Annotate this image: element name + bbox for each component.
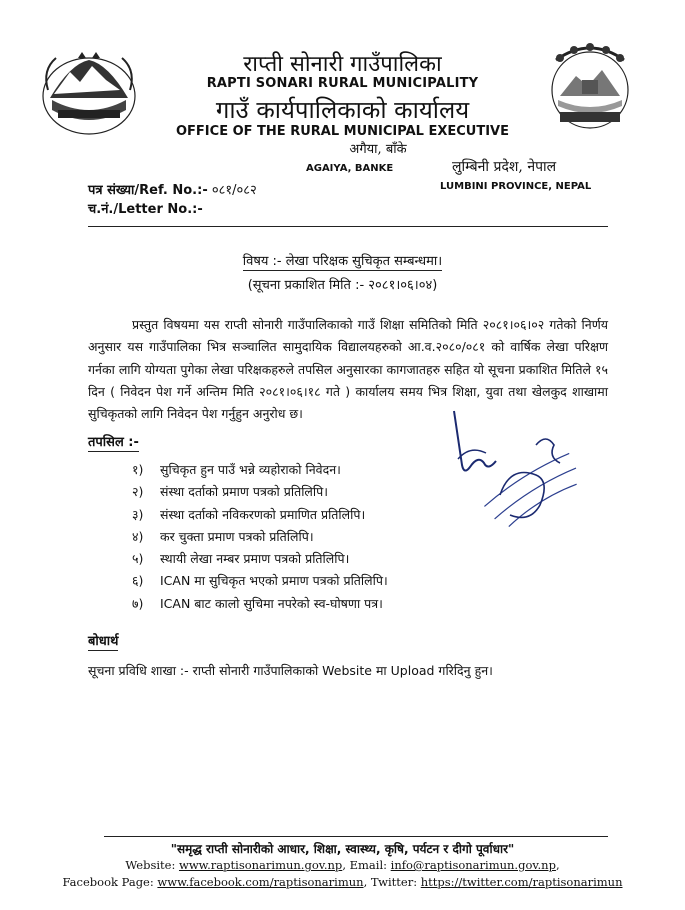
website-link[interactable]: www.raptisonarimun.gov.np [178, 858, 343, 872]
footer-slogan: "समृद्ध राप्ती सोनारीको आधार, शिक्षा, स्वास्थ्य, कृषि, पर्यटन र दीगो पूर्वाधार" [170, 842, 515, 856]
twitter-label: , Twitter: [363, 875, 418, 889]
municipality-name-nepali: राप्ती सोनारी गाउँपालिका [243, 52, 442, 77]
province-nepali: लुम्बिनी प्रदेश, नेपाल [452, 159, 557, 175]
municipality-name-english: RAPTI SONARI RURAL MUNICIPALITY [206, 76, 479, 91]
place-english: AGAIYA, BANKE [306, 163, 394, 174]
list-item: २) संस्था दर्ताको प्रमाण पत्रको प्रतिलिपि। [132, 484, 328, 500]
details-heading: तपसिल :- [88, 432, 139, 452]
email-link[interactable]: info@raptisonarimun.gov.np [390, 858, 556, 872]
footer-divider [104, 836, 608, 837]
place-nepali: अगैया, बाँके [349, 142, 407, 157]
email-label: , Email: [342, 858, 388, 872]
notice-line: सूचना प्रविधि शाखा :- राप्ती सोनारी गाउँपालिकाको Website मा Upload गरिदिनु हुन। [88, 663, 493, 678]
published-date: (सूचना प्रकाशित मिति :- २०८१।०६।०४) [247, 278, 438, 293]
website-label: Website: [125, 858, 176, 872]
subject-text: विषय :- लेखा परिक्षक सुचिकृत सम्बन्धमा। [242, 254, 443, 269]
list-item: ५) स्थायी लेखा नम्बर प्रमाण पत्रको प्रतिलिपि। [132, 551, 350, 567]
facebook-label: Facebook Page: [62, 875, 154, 889]
province-english: LUMBINI PROVINCE, NEPAL [440, 181, 592, 192]
email-end: , [555, 858, 560, 872]
header-divider [88, 226, 608, 227]
facebook-link[interactable]: www.facebook.com/raptisonarimun [157, 875, 364, 889]
reference-number [88, 180, 257, 198]
notice-heading: बोधार्थ [88, 631, 118, 651]
list-item: ६) ICAN मा सुचिकृत भएको प्रमाण पत्रको प्रतिलिपि। [132, 573, 388, 589]
signature-stamp-icon [440, 405, 600, 545]
footer-social [0, 875, 685, 889]
office-name-english: OFFICE OF THE RURAL MUNICIPAL EXECUTIVE [176, 124, 509, 139]
ref-value: ०८१/०८२ [211, 183, 257, 198]
list-item: ७) ICAN बाट कालो सुचिमा नपरेको स्व-घोषणा पत्र। [132, 595, 383, 611]
twitter-link[interactable]: https://twitter.com/raptisonarimun [420, 875, 623, 889]
ref-label: पत्र संख्या/Ref. No.:- [88, 183, 208, 198]
list-item: ४) कर चुक्ता प्रमाण पत्रको प्रतिलिपि। [132, 528, 314, 544]
document-list [132, 459, 388, 615]
office-name-nepali: गाउँ कार्यपालिकाको कार्यालय [215, 96, 470, 124]
letter-number: च.नं./Letter No.:- [88, 202, 203, 217]
footer-contact [0, 858, 685, 872]
body-paragraph: प्रस्तुत विषयमा यस राप्ती सोनारी गाउँपालिकाको गाउँ शिक्षा समितिको मिति २०८१।०६।०२ गतेको निर्णय अनुसार यस गाउँपालिका भित्र सञ्चालित सामुदायिक विद्यालयहरुको आ.व.२०८०/०८१ को वार्षिक लेखा परिक्षण गर्नका लागि योग्यता पुगेका लेखा परिक्षकहरुले तपसिल अनुसारका कागजातहरु सहित यो सूचना प्रकाशित मितिले १५ दिन ( निवेदन पेश गर्ने अन्तिम मिति २०८१।०६।१८ गते ) कार्यालय समय भित्र शिक्षा, युवा तथा खेलकुद शाखामा सुचिकृतको लागि निवेदन पेश गर्नुहुन अनुरोध छ। [88, 317, 608, 422]
subject-line [0, 251, 685, 269]
list-item: ३) संस्था दर्ताको नविकरणको प्रमाणित प्रतिलिपि। [132, 506, 366, 522]
list-item: १) सुचिकृत हुन पाउँ भन्ने व्यहोराको निवेदन। [132, 462, 341, 477]
